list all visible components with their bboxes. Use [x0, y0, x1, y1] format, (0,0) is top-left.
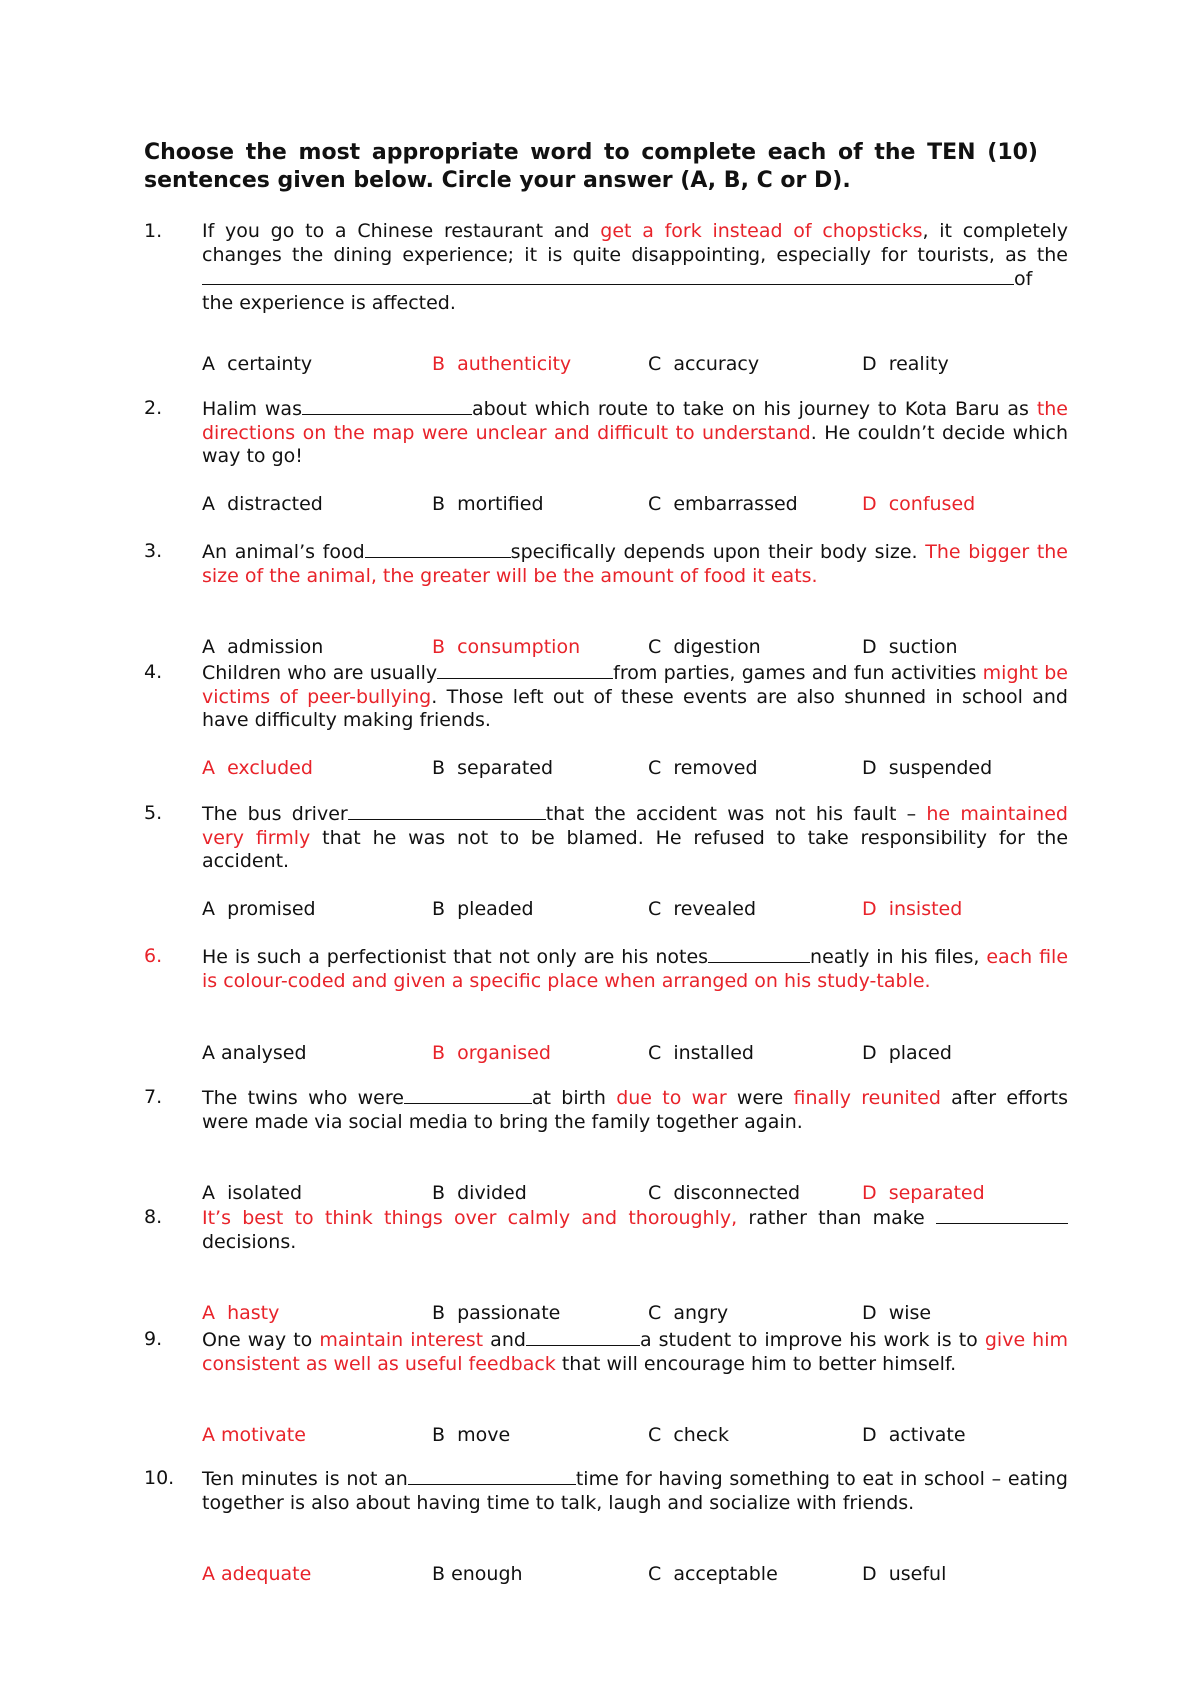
question-text [202, 220, 1068, 315]
context-clue-text: due to war [616, 1087, 727, 1109]
sentence-text: If you go to a Chinese restaurant and [202, 220, 601, 242]
sentence-text: Ten minutes is not an [202, 1468, 408, 1490]
answer-blank[interactable] [526, 1328, 640, 1346]
option-b[interactable]: B passionate [432, 1302, 561, 1324]
option-c[interactable]: C digestion [648, 636, 761, 658]
option-b[interactable]: B separated [432, 757, 554, 779]
answer-blank[interactable] [365, 540, 511, 558]
option-c[interactable]: C revealed [648, 898, 757, 920]
question-number: 2. [144, 397, 163, 419]
answer-blank[interactable] [408, 1467, 576, 1485]
option-a-correct[interactable]: A excluded [202, 757, 313, 779]
option-d[interactable]: D reality [862, 353, 949, 375]
option-b-correct[interactable]: B authenticity [432, 353, 572, 375]
option-c[interactable]: C removed [648, 757, 758, 779]
question-text [202, 945, 1068, 993]
sentence-text: An animal’s food [202, 541, 365, 563]
answer-blank[interactable] [348, 802, 546, 820]
sentence-text: time for having something to eat in school – eating together is also about having time to talk, laugh and socialize with friends. [202, 1468, 1068, 1514]
answer-blank[interactable] [936, 1206, 1068, 1224]
context-clue-text: The bigger the size of the animal, the greater will be the amount of food it eats. [202, 541, 1068, 587]
answer-blank[interactable] [708, 945, 810, 963]
answer-blank[interactable] [437, 661, 613, 679]
option-a[interactable]: A distracted [202, 493, 323, 515]
context-clue-text: give him consistent as well as useful feedback [202, 1329, 1069, 1375]
sentence-text: The bus driver [202, 803, 348, 825]
option-b[interactable]: B mortified [432, 493, 544, 515]
question-number: 10. [144, 1467, 175, 1489]
option-b[interactable]: B enough [432, 1563, 523, 1585]
sentence-text: at birth [531, 1087, 617, 1109]
option-b[interactable]: B divided [432, 1182, 527, 1204]
option-a[interactable]: A isolated [202, 1182, 303, 1204]
context-clue-text: the directions on the map were unclear and difficult to understand [202, 398, 1068, 444]
sentence-text: that the accident was not his fault – [545, 803, 927, 825]
option-d-correct[interactable]: D separated [862, 1182, 985, 1204]
question-text [202, 1467, 1068, 1515]
question-number: 6. [144, 945, 163, 967]
context-clue-text: It’s best to think things over calmly and thoroughly, [202, 1207, 738, 1229]
option-d[interactable]: D useful [862, 1563, 947, 1585]
sentence-text: specifically depends upon their body size. [510, 541, 926, 563]
option-d[interactable]: D activate [862, 1424, 966, 1446]
sentence-text: neatly in his files, [810, 946, 987, 968]
sentence-text: , it completely changes the dining experience; it is quite disappointing, especially for tourists, as the [202, 220, 1069, 266]
context-clue-text: might be victims of peer-bullying [202, 662, 1068, 708]
question-number: 7. [144, 1086, 163, 1108]
question-number: 5. [144, 802, 163, 824]
sentence-text: and [483, 1329, 526, 1351]
answer-blank[interactable] [202, 267, 1014, 285]
option-a-correct[interactable]: A adequate [202, 1563, 312, 1585]
question-number: 4. [144, 661, 163, 683]
option-d[interactable]: D suction [862, 636, 958, 658]
sentence-text: decisions. [202, 1230, 297, 1253]
question-text [202, 1086, 1068, 1134]
option-c[interactable]: C installed [648, 1042, 754, 1064]
option-a[interactable]: A certainty [202, 353, 313, 375]
sentence-text: Children who are usually [202, 662, 438, 684]
sentence-text: after efforts were made via social media to bring the family together again. [202, 1087, 1068, 1133]
sentence-text: He is such a perfectionist that not only are his notes [202, 946, 709, 968]
option-b[interactable]: B move [432, 1424, 511, 1446]
option-c[interactable]: C accuracy [648, 353, 760, 375]
sentence-text: . Those left out of these events are also shunned in school and have difficulty making friends. [202, 685, 1068, 731]
sentence-text: about which route to take on his journey to Kota Baru as [471, 398, 1037, 420]
option-c[interactable]: C disconnected [648, 1182, 801, 1204]
sentence-text: One way to [202, 1329, 320, 1351]
question-text [202, 1206, 1068, 1254]
question-text [202, 397, 1068, 469]
option-d-correct[interactable]: D insisted [862, 898, 963, 920]
question-text [202, 802, 1068, 874]
option-b-correct[interactable]: B organised [432, 1042, 551, 1064]
context-clue-text: each file is colour-coded and given a specific place when arranged on his study-table. [202, 946, 1069, 992]
option-c[interactable]: C acceptable [648, 1563, 778, 1585]
sentence-text: were [726, 1087, 794, 1109]
question-number: 9. [144, 1328, 163, 1350]
option-a[interactable]: A promised [202, 898, 316, 920]
question-number: 3. [144, 540, 163, 562]
option-d-correct[interactable]: D confused [862, 493, 976, 515]
question-text [202, 1328, 1068, 1376]
question-text [202, 661, 1068, 733]
context-clue-text: maintain interest [319, 1329, 484, 1351]
answer-blank[interactable] [404, 1086, 532, 1104]
question-text [202, 540, 1068, 588]
sentence-text: The twins who were [202, 1087, 404, 1109]
sentence-text: rather than make [737, 1207, 936, 1229]
context-clue-text: finally reunited [793, 1087, 941, 1109]
option-a[interactable]: A admission [202, 636, 324, 658]
option-d[interactable]: D suspended [862, 757, 993, 779]
option-c[interactable]: C check [648, 1424, 729, 1446]
option-b[interactable]: B pleaded [432, 898, 534, 920]
sentence-text: that will encourage him to better himself. [555, 1352, 957, 1375]
sentence-text: Halim was [202, 398, 302, 420]
option-d[interactable]: D placed [862, 1042, 952, 1064]
sentence-text: that he was not to be blamed. He refused to take responsibility for the accident. [202, 826, 1069, 872]
sentence-text: a student to improve his work is to [639, 1329, 985, 1351]
option-a-correct[interactable]: A motivate [202, 1424, 306, 1446]
option-a[interactable]: A analysed [202, 1042, 307, 1064]
option-c[interactable]: C embarrassed [648, 493, 798, 515]
option-d[interactable]: D wise [862, 1302, 932, 1324]
sentence-text: from parties, games and fun activities [613, 662, 983, 684]
sentence-text: of the experience is affected. [202, 268, 1033, 314]
option-c[interactable]: C angry [648, 1302, 729, 1324]
option-b-correct[interactable]: B consumption [432, 636, 581, 658]
answer-blank[interactable] [302, 397, 472, 415]
context-clue-text: he maintained very firmly [202, 803, 1068, 849]
question-number: 8. [144, 1206, 163, 1228]
context-clue-text: get a fork instead of chopsticks [600, 220, 923, 242]
question-number: 1. [144, 220, 163, 242]
sentence-text: . He couldn’t decide which way to go! [202, 421, 1068, 467]
instruction-heading: Choose the most appropriate word to complete each of the TEN (10) sentences given below. Circle your answer (A, B, C or D). [144, 140, 1038, 193]
option-a-correct[interactable]: A hasty [202, 1302, 280, 1324]
